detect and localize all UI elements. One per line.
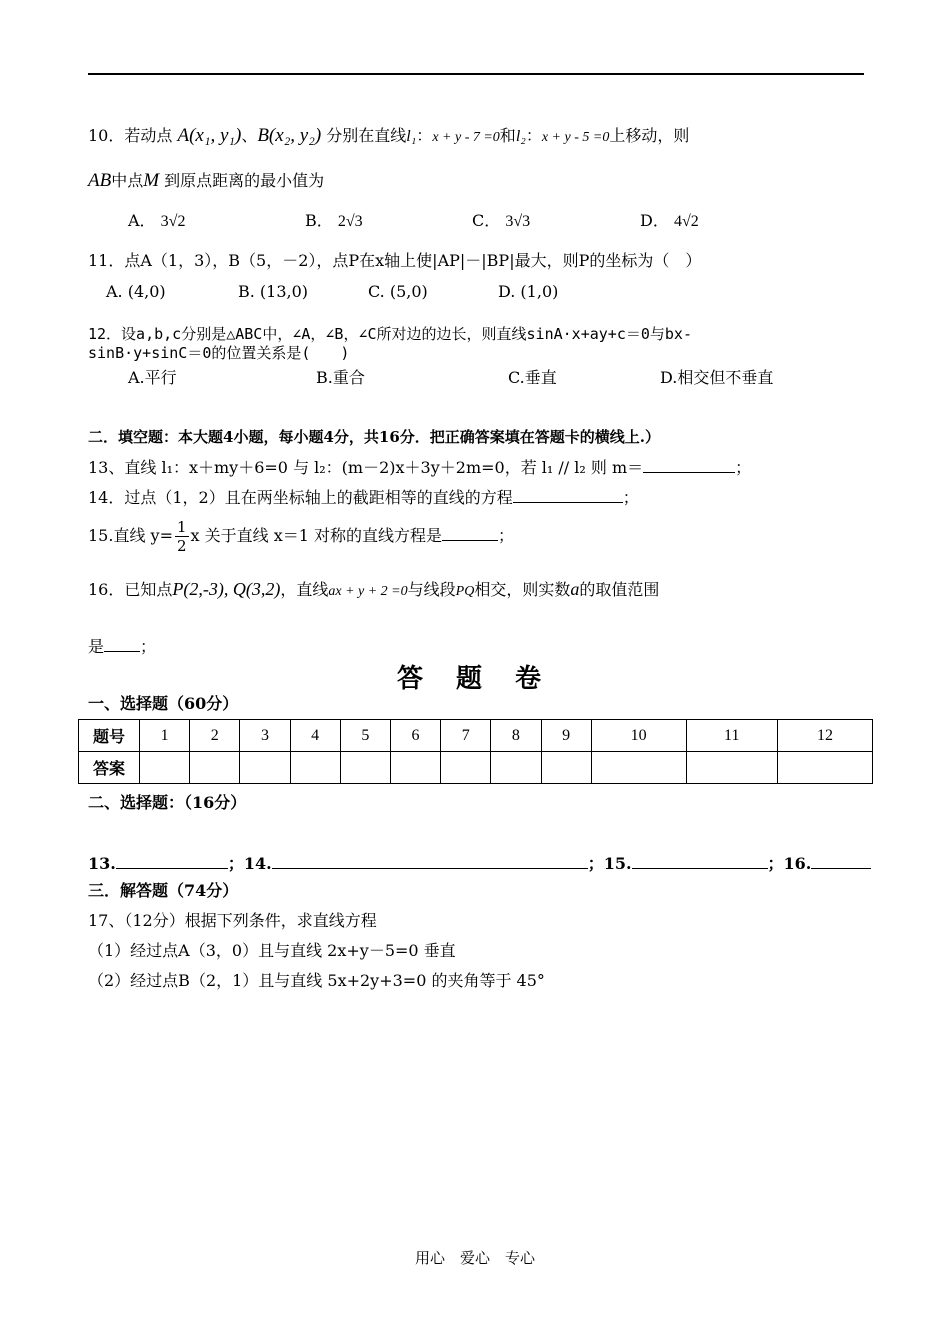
q10-option-b: B． 2√3 xyxy=(305,211,363,230)
q10-option-d: D． 4√2 xyxy=(640,211,699,230)
q13-text: 13、直线 l₁：x＋my＋6=0 与 l₂：(m－2)x＋3y＋2m=0，若 l₁ // l₂ 则 m＝ xyxy=(88,458,644,477)
answer-table-num-2: 2 xyxy=(190,720,240,752)
q16-blank[interactable] xyxy=(104,635,140,652)
q14-end: ； xyxy=(622,488,639,507)
q16-line1 xyxy=(88,578,659,603)
q10-l2: l₂ xyxy=(515,128,526,145)
q12-line2: sinB·y+sinC＝0的位置关系是( ) xyxy=(88,344,350,362)
fill-answer-line xyxy=(88,852,871,875)
q10-midpoint-word: 中点 xyxy=(111,171,144,190)
fill-label-15: ；15. xyxy=(587,854,632,873)
q12-option-b: B.重合 xyxy=(316,368,365,387)
answer-cell[interactable] xyxy=(491,752,541,784)
q15-fraction: $\frac{1}{2}$ xyxy=(176,518,187,555)
q10-ab: AB xyxy=(88,170,112,191)
top-rule xyxy=(88,73,864,75)
answer-cell[interactable] xyxy=(686,752,778,784)
q10-line2 xyxy=(88,170,324,192)
q15-suffix: x 关于直线 x＝1 对称的直线方程是 xyxy=(190,526,443,545)
answer-cell[interactable] xyxy=(190,752,240,784)
q10-point-b: B(x₂, y₂) xyxy=(257,125,322,146)
q12-line1: 12．设a,b,c分别是△ABC中，∠A，∠B，∠C所对边的边长，则直线sinA·x+ay+c＝0与bx- xyxy=(88,325,692,343)
q10-colon2: ： xyxy=(525,126,542,145)
q14-blank[interactable] xyxy=(513,486,623,503)
answer-table-num-1: 1 xyxy=(140,720,190,752)
answer-table-row-numbers xyxy=(79,720,873,752)
q10-eq2: x + y - 5 =0 xyxy=(541,130,610,145)
fill-label-14: ；14. xyxy=(227,854,272,873)
q17-part1: （1）经过点A（3，0）且与直线 2x+y－5=0 垂直 xyxy=(88,941,456,960)
q10-tail: 上移动，则 xyxy=(609,126,690,145)
q15-blank[interactable] xyxy=(442,524,498,541)
q16-prefix: 16．已知点 xyxy=(88,580,173,599)
answer-table xyxy=(78,719,873,784)
q16-eq: ax + y + 2 =0 xyxy=(328,584,408,599)
q16-mid: ，直线 xyxy=(280,580,329,599)
q10-eq1: x + y - 7 =0 xyxy=(432,130,500,145)
fill-blank-15[interactable] xyxy=(632,852,768,869)
answer-cell[interactable] xyxy=(441,752,491,784)
q12-option-a: A.平行 xyxy=(128,368,177,387)
fill-blank-16[interactable] xyxy=(811,852,871,869)
q11-option-d: D. (1,0) xyxy=(498,282,559,301)
section2-heading: 二．填空题：本大题4小题，每小题4分，共16分．把正确答案填在答题卡的横线上.） xyxy=(88,428,660,446)
q17-part2: （2）经过点B（2，1）且与直线 5x+2y+3=0 的夹角等于 45° xyxy=(88,971,545,990)
answer-table-header-answer: 答案 xyxy=(79,752,140,784)
answer-cell[interactable] xyxy=(240,752,290,784)
q13-line xyxy=(88,456,751,479)
q15-prefix: 15.直线 y= xyxy=(88,526,173,545)
answer-table-num-5: 5 xyxy=(340,720,390,752)
answer-table-num-10: 10 xyxy=(591,720,686,752)
q12-option-d: D.相交但不垂直 xyxy=(660,368,774,387)
q10-l1: l₁ xyxy=(406,128,417,145)
q11-text: 11．点A（1，3），B（5，－2），点P在x轴上使|AP|－|BP|最大，则P的坐标为（ ） xyxy=(88,251,702,270)
fill-label-16: ；16. xyxy=(767,854,812,873)
q10-line1 xyxy=(88,125,689,149)
q10-option-c: C． 3√3 xyxy=(472,211,531,230)
q16-line2-end: ； xyxy=(140,637,157,656)
q10-line2-tail: 到原点距离的最小值为 xyxy=(164,171,325,190)
q16-points: P(2,-3), Q(3,2) xyxy=(172,579,281,599)
q10-and: 和 xyxy=(499,126,516,145)
q16-tail: 的取值范围 xyxy=(579,580,660,599)
answer-cell[interactable] xyxy=(541,752,591,784)
q10-prefix: 10．若动点 xyxy=(88,126,173,145)
answer-table-num-7: 7 xyxy=(441,720,491,752)
q16-line2 xyxy=(88,635,156,658)
q10-sep: 、 xyxy=(241,126,258,145)
answer-section2-heading: 二、选择题：（16分） xyxy=(88,793,247,812)
q16-mid3: 相交，则实数 xyxy=(474,580,571,599)
q11-option-b: B. (13,0) xyxy=(238,282,309,301)
q15-line xyxy=(88,516,514,556)
answer-table-num-11: 11 xyxy=(686,720,778,752)
answer-table-header-number: 题号 xyxy=(79,720,140,752)
answer-table-row-answers xyxy=(79,752,873,784)
page-footer: 用心 爱心 专心 xyxy=(414,1249,535,1267)
answer-table-num-6: 6 xyxy=(390,720,440,752)
q10-mid: 分别在直线 xyxy=(326,126,407,145)
q10-colon1: ： xyxy=(416,126,433,145)
answer-cell[interactable] xyxy=(140,752,190,784)
answer-sheet-title: 答 题 卷 xyxy=(396,664,554,694)
answer-cell[interactable] xyxy=(290,752,340,784)
q16-var: a xyxy=(570,579,580,599)
answer-table-num-4: 4 xyxy=(290,720,340,752)
q15-end: ； xyxy=(498,526,515,545)
q10-m: M xyxy=(143,170,160,191)
answer-cell[interactable] xyxy=(778,752,873,784)
answer-table-num-3: 3 xyxy=(240,720,290,752)
q16-seg: PQ xyxy=(455,584,475,599)
q10-option-a: A． 3√2 xyxy=(128,211,186,230)
answer-cell[interactable] xyxy=(340,752,390,784)
q14-text: 14．过点（1，2）且在两坐标轴上的截距相等的直线的方程 xyxy=(88,488,513,507)
q11-option-a: A. (4,0) xyxy=(106,282,166,301)
answer-table-num-9: 9 xyxy=(541,720,591,752)
answer-table-num-12: 12 xyxy=(778,720,873,752)
answer-table-num-8: 8 xyxy=(491,720,541,752)
answer-cell[interactable] xyxy=(591,752,686,784)
fill-blank-14[interactable] xyxy=(272,852,588,869)
fill-blank-13[interactable] xyxy=(116,852,228,869)
fill-label-13: 13. xyxy=(88,854,116,873)
q13-blank[interactable] xyxy=(643,456,735,473)
q11-option-c: C. (5,0) xyxy=(368,282,428,301)
q13-end: ； xyxy=(735,458,752,477)
answer-section1-heading: 一、选择题（60分） xyxy=(88,694,239,713)
answer-cell[interactable] xyxy=(390,752,440,784)
q10-point-a: A(x₁, y₁) xyxy=(177,125,242,146)
q14-line xyxy=(88,486,639,509)
answer-section3-heading: 三．解答题（74分） xyxy=(88,881,239,900)
q16-mid2: 与线段 xyxy=(407,580,456,599)
q12-option-c: C.垂直 xyxy=(508,368,557,387)
q17-title: 17、（12分）根据下列条件，求直线方程 xyxy=(88,911,377,930)
q16-line2-word: 是 xyxy=(88,637,105,656)
